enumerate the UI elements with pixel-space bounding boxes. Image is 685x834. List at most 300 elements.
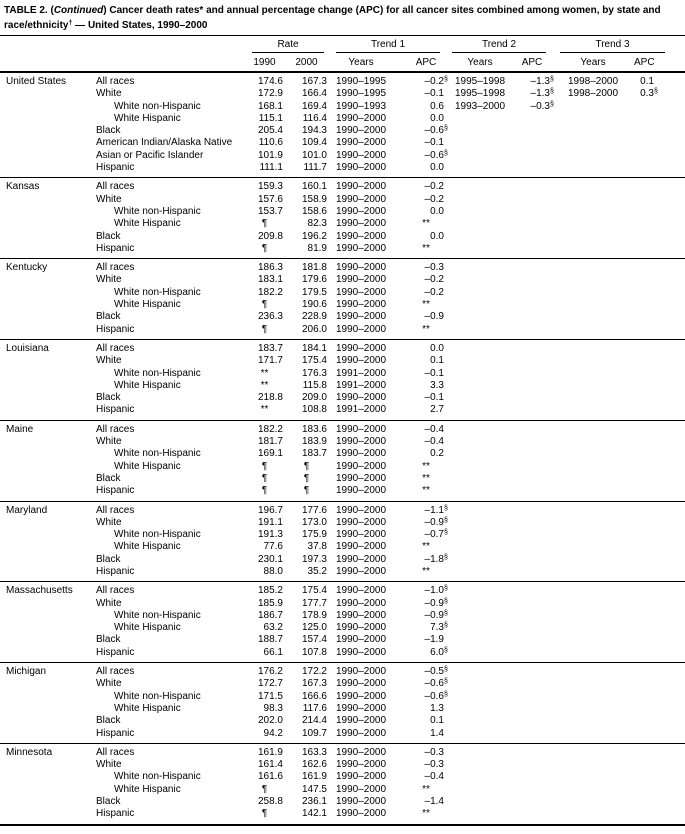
state-cell xyxy=(0,771,96,783)
table-row xyxy=(0,610,685,622)
trend2-apc-cell xyxy=(514,206,552,218)
rate-1990-cell: 218.8 xyxy=(257,392,283,404)
trend3-apc-cell xyxy=(634,404,685,420)
trend1-years-cell: 1990–2000 xyxy=(335,262,387,274)
trend3-apc-cell xyxy=(634,380,685,392)
trend2-years-cell xyxy=(446,796,514,808)
trend1-apc-cell: 0.0 xyxy=(430,230,444,242)
race-cell: White xyxy=(96,436,122,448)
column-group-rate xyxy=(246,36,330,53)
trend2-years-cell xyxy=(446,194,514,206)
trend3-years-cell xyxy=(552,274,634,286)
trend1-apc-cell: 3.3 xyxy=(430,379,444,391)
table-row xyxy=(0,274,685,286)
trend1-years-cell: 1990–2000 xyxy=(335,274,387,286)
state-cell xyxy=(0,368,96,380)
state-cell xyxy=(0,517,96,529)
state-cell xyxy=(0,101,96,113)
trend1-apc-cell: –0.9 xyxy=(424,311,444,323)
trend2-apc-cell xyxy=(514,287,552,299)
rate-2000-cell: 176.3 xyxy=(301,367,327,379)
trend1-years-cell: 1991–2000 xyxy=(330,404,408,420)
trend3-years-cell xyxy=(552,113,634,125)
trend1-years-cell: 1990–2000 xyxy=(335,286,387,298)
trend3-years-cell xyxy=(552,715,634,727)
trend3-apc-cell xyxy=(634,162,685,178)
rate-1990-cell: 171.7 xyxy=(257,355,283,367)
trend1-years-cell: 1990–2000 xyxy=(335,137,387,149)
table-row xyxy=(0,162,685,178)
trend1-apc-cell: –0.2 xyxy=(424,274,444,286)
rate-2000-cell: 116.4 xyxy=(302,112,327,124)
trend2-apc-cell xyxy=(514,678,552,690)
rate-2000-cell: 181.8 xyxy=(301,262,327,274)
trend2-apc-cell xyxy=(514,259,552,275)
trend3-years-cell xyxy=(552,582,634,598)
race-cell: Black xyxy=(96,634,121,646)
table-row xyxy=(0,178,685,194)
col-header-1990: 1990 xyxy=(246,53,286,72)
trend3-apc-cell xyxy=(634,715,685,727)
rate-2000-cell: 147.5 xyxy=(301,783,327,795)
state-cell xyxy=(0,647,96,663)
trend1-apc-cell: ** xyxy=(422,299,430,311)
rate-1990-cell: ** xyxy=(246,404,286,420)
table-row xyxy=(0,622,685,634)
trend3-years-cell xyxy=(552,380,634,392)
trend3-years-cell xyxy=(552,473,634,485)
trend1-years-cell: 1991–2000 xyxy=(335,379,387,391)
trend2-apc-cell xyxy=(514,529,552,541)
trend1-apc-cell: 0.0 xyxy=(430,112,444,124)
trend3-apc-cell xyxy=(634,150,685,162)
race-cell: Hispanic xyxy=(96,404,246,420)
trend3-apc-cell xyxy=(634,368,685,380)
trend1-years-cell: 1990–2000 xyxy=(335,342,387,354)
trend2-apc-cell xyxy=(514,501,552,517)
trend3-years-cell xyxy=(552,368,634,380)
table-row xyxy=(0,448,685,460)
state-cell xyxy=(0,715,96,727)
rate-1990-cell: 258.8 xyxy=(257,796,283,808)
col-header-trend1-apc: APC xyxy=(408,53,446,72)
trend3-years-cell xyxy=(552,355,634,367)
trend1-apc-cell: –0.6§ xyxy=(424,149,448,161)
rate-1990-cell: 77.6 xyxy=(263,541,283,553)
rate-1990-cell: 161.9 xyxy=(257,746,283,758)
race-cell: All races xyxy=(96,746,135,758)
state-cell: United States xyxy=(6,76,67,87)
trend3-years-cell xyxy=(552,259,634,275)
column-group-trend1-label: Trend 1 xyxy=(336,39,440,53)
rate-2000-cell: ¶ xyxy=(286,485,330,501)
trend2-apc-cell xyxy=(514,162,552,178)
trend1-apc-cell: 6.0§ xyxy=(408,647,446,663)
race-cell: White Hispanic xyxy=(114,541,181,553)
rate-1990-cell: 230.1 xyxy=(257,553,283,565)
trend1-apc-cell: ** xyxy=(408,243,446,259)
trend2-years-cell xyxy=(446,243,514,259)
rate-2000-cell: 158.9 xyxy=(301,193,327,205)
trend3-apc-cell xyxy=(634,101,685,113)
rate-2000-cell: 82.3 xyxy=(307,218,327,230)
trend1-years-cell: 1990–2000 xyxy=(330,324,408,340)
race-cell: Black xyxy=(96,553,121,565)
table-row xyxy=(0,380,685,392)
trend2-apc-cell xyxy=(514,485,552,501)
trend2-apc-cell xyxy=(514,368,552,380)
rate-1990-cell: 172.7 xyxy=(257,678,283,690)
trend1-apc-cell: –0.4 xyxy=(424,771,444,783)
table-row xyxy=(0,743,685,759)
trend2-years-cell: 1993–2000 xyxy=(454,100,506,112)
rate-2000-cell: 173.0 xyxy=(301,516,327,528)
trend1-apc-cell: –0.5§ xyxy=(424,666,448,678)
trend3-apc-cell xyxy=(634,436,685,448)
rate-1990-cell: 183.7 xyxy=(257,342,283,354)
trend2-apc-cell: –1.3§ xyxy=(530,88,554,100)
trend3-apc-cell xyxy=(634,178,685,194)
rate-1990-cell: 88.0 xyxy=(246,566,286,582)
trend1-apc-cell: ** xyxy=(422,541,430,553)
trend2-years-cell xyxy=(446,517,514,529)
rate-1990-cell: 209.8 xyxy=(257,230,283,242)
trend3-apc-cell xyxy=(634,678,685,690)
rate-2000-cell: 166.4 xyxy=(301,88,327,100)
state-cell: Maine xyxy=(6,423,34,435)
trend1-years-cell: 1990–2000 xyxy=(335,423,387,435)
table-row xyxy=(0,231,685,243)
rate-1990-cell: 98.3 xyxy=(263,702,283,714)
trend3-apc-cell: 0.3§ xyxy=(640,88,658,100)
trend3-apc-cell xyxy=(634,622,685,634)
trend1-years-cell: 1990–2000 xyxy=(335,771,387,783)
trend1-apc-cell: 1.3 xyxy=(430,702,444,714)
trend2-apc-cell xyxy=(514,125,552,137)
title-continued-text: Continued xyxy=(53,5,104,16)
trend3-years-cell xyxy=(552,598,634,610)
table-row xyxy=(0,404,685,420)
trend2-apc-cell xyxy=(514,808,552,824)
rate-1990-cell: 191.3 xyxy=(257,529,283,541)
trend2-years-cell: 1995–1998 xyxy=(454,76,506,87)
col-header-trend1-years: Years xyxy=(330,53,408,72)
trend1-apc-cell: –0.9§ xyxy=(424,597,448,609)
state-cell xyxy=(0,808,96,824)
rate-1990-cell: 168.1 xyxy=(257,100,283,112)
trend3-years-cell xyxy=(552,218,634,230)
trend3-apc-cell xyxy=(634,529,685,541)
state-cell xyxy=(0,137,96,149)
rate-2000-cell: 190.6 xyxy=(301,299,327,311)
rate-1990-cell: ¶ xyxy=(261,299,268,311)
rate-2000-cell: 163.3 xyxy=(301,746,327,758)
trend1-apc-cell: –1.4 xyxy=(424,796,444,808)
rate-2000-cell: 81.9 xyxy=(286,243,330,259)
trend2-years-cell xyxy=(446,541,514,553)
rate-1990-cell: 161.4 xyxy=(257,759,283,771)
table-row xyxy=(0,759,685,771)
table-row xyxy=(0,88,685,100)
table-row xyxy=(0,392,685,404)
trend2-years-cell xyxy=(446,728,514,744)
state-cell xyxy=(0,529,96,541)
rate-2000-cell: 177.6 xyxy=(301,504,327,516)
race-cell: White xyxy=(96,274,122,286)
race-cell: American Indian/Alaska Native xyxy=(96,137,233,149)
race-cell: White non-Hispanic xyxy=(114,690,201,702)
trend2-years-cell xyxy=(446,678,514,690)
table-row xyxy=(0,517,685,529)
table-row xyxy=(0,243,685,259)
trend2-apc-cell xyxy=(514,759,552,771)
trend3-years-cell xyxy=(552,691,634,703)
rate-2000-cell: 175.9 xyxy=(301,529,327,541)
trend1-years-cell: 1990–2000 xyxy=(330,808,408,824)
trend2-apc-cell xyxy=(514,311,552,323)
trend3-apc-cell xyxy=(634,311,685,323)
state-cell xyxy=(0,473,96,485)
trend3-apc-cell xyxy=(634,206,685,218)
col-header-trend2-apc: APC xyxy=(514,53,552,72)
trend2-apc-cell xyxy=(514,392,552,404)
trend1-apc-cell: –0.3 xyxy=(424,759,444,771)
trend3-years-cell xyxy=(552,808,634,824)
trend3-years-cell xyxy=(552,529,634,541)
trend2-years-cell xyxy=(446,324,514,340)
race-cell: White xyxy=(96,516,122,528)
trend2-years-cell xyxy=(446,554,514,566)
trend1-years-cell: 1990–2000 xyxy=(335,149,387,161)
trend2-apc-cell xyxy=(514,784,552,796)
trend1-years-cell: 1990–2000 xyxy=(335,690,387,702)
col-header-trend2-years: Years xyxy=(446,53,514,72)
state-cell xyxy=(0,206,96,218)
race-column-header xyxy=(96,53,246,72)
trend1-years-cell: 1990–2000 xyxy=(335,702,387,714)
title-text: TABLE 2. ( xyxy=(4,5,54,16)
state-cell xyxy=(0,299,96,311)
trend3-years-cell xyxy=(552,231,634,243)
race-cell: Hispanic xyxy=(96,566,246,582)
race-cell: White non-Hispanic xyxy=(114,609,201,621)
trend3-apc-cell xyxy=(634,339,685,355)
table-row xyxy=(0,101,685,113)
trend1-years-cell: 1990–2000 xyxy=(335,585,387,597)
trend3-apc-cell xyxy=(634,771,685,783)
table-row xyxy=(0,634,685,646)
state-cell: Kansas xyxy=(6,181,40,193)
trend1-years-cell: 1990–2000 xyxy=(335,311,387,323)
trend2-years-cell xyxy=(446,622,514,634)
column-group-trend2-label: Trend 2 xyxy=(452,39,546,53)
race-cell: All races xyxy=(96,666,135,678)
race-cell: All races xyxy=(96,262,135,274)
trend3-years-cell xyxy=(552,311,634,323)
trend2-years-cell xyxy=(446,759,514,771)
rate-2000-cell: 125.0 xyxy=(301,622,327,634)
trend1-apc-cell: ** xyxy=(422,460,430,472)
trend3-years-cell xyxy=(552,206,634,218)
rate-2000-cell: 37.8 xyxy=(307,541,327,553)
trend3-years-cell xyxy=(552,796,634,808)
trend2-apc-cell xyxy=(514,324,552,340)
trend1-years-cell: 1991–2000 xyxy=(335,367,387,379)
state-cell xyxy=(0,678,96,690)
trend3-apc-cell xyxy=(634,218,685,230)
trend3-years-cell: 1998–2000 xyxy=(567,88,619,100)
race-cell: Black xyxy=(96,125,121,137)
column-group-row xyxy=(0,36,685,53)
rate-2000-cell: 162.6 xyxy=(301,759,327,771)
trend1-apc-cell: –1.0§ xyxy=(424,585,448,597)
trend3-years-cell xyxy=(552,162,634,178)
state-cell: Louisiana xyxy=(6,342,49,354)
trend2-apc-cell xyxy=(514,355,552,367)
race-cell: Hispanic xyxy=(96,485,246,501)
trend1-apc-cell: –0.1 xyxy=(424,137,444,149)
rate-2000-cell: ¶ xyxy=(303,472,310,484)
rate-1990-cell: 159.3 xyxy=(257,181,283,193)
table-row xyxy=(0,194,685,206)
trend3-years-cell xyxy=(552,436,634,448)
trend3-apc-cell xyxy=(634,566,685,582)
trend2-years-cell xyxy=(446,420,514,436)
rate-1990-cell: 185.2 xyxy=(257,585,283,597)
trend2-apc-cell: –0.3§ xyxy=(530,100,554,112)
trend1-years-cell: 1990–2000 xyxy=(335,181,387,193)
trend1-years-cell: 1990–2000 xyxy=(335,112,387,124)
rate-1990-cell: 66.1 xyxy=(246,647,286,663)
rate-2000-cell: 206.0 xyxy=(286,324,330,340)
trend1-years-cell: 1990–2000 xyxy=(335,193,387,205)
rate-1990-cell: ** xyxy=(260,367,269,379)
rate-1990-cell: ¶ xyxy=(246,808,286,824)
trend2-apc-cell xyxy=(514,743,552,759)
rate-2000-cell: 183.6 xyxy=(301,423,327,435)
trend2-years-cell xyxy=(446,218,514,230)
trend2-apc-cell xyxy=(514,610,552,622)
trend3-apc-cell xyxy=(634,473,685,485)
trend1-years-cell: 1990–2000 xyxy=(335,205,387,217)
state-cell xyxy=(0,691,96,703)
trend2-apc-cell xyxy=(514,243,552,259)
rate-1990-cell: 169.1 xyxy=(257,448,283,460)
state-cell xyxy=(0,231,96,243)
table-row xyxy=(0,368,685,380)
trend3-years-cell xyxy=(552,448,634,460)
race-cell: White non-Hispanic xyxy=(114,529,201,541)
rate-2000-cell: 196.2 xyxy=(301,230,327,242)
trend3-years-cell xyxy=(552,485,634,501)
trend3-apc-cell xyxy=(634,448,685,460)
rate-2000-cell: 108.8 xyxy=(286,404,330,420)
state-cell xyxy=(0,311,96,323)
table-row xyxy=(0,598,685,610)
trend1-years-cell: 1990–2000 xyxy=(335,715,387,727)
trend1-years-cell: 1990–2000 xyxy=(330,162,408,178)
trend1-years-cell: 1990–2000 xyxy=(335,759,387,771)
trend2-apc-cell xyxy=(514,634,552,646)
trend2-apc-cell xyxy=(514,380,552,392)
trend3-years-cell xyxy=(552,461,634,473)
table-row xyxy=(0,436,685,448)
trend2-years-cell xyxy=(446,582,514,598)
rate-2000-cell: 107.8 xyxy=(286,647,330,663)
trend1-years-cell: 1990–2000 xyxy=(335,218,387,230)
trend3-apc-cell xyxy=(634,113,685,125)
trend1-apc-cell: ** xyxy=(422,472,430,484)
trend1-apc-cell: 0.0 xyxy=(430,342,444,354)
trend1-apc-cell: –0.6§ xyxy=(424,678,448,690)
trend2-apc-cell xyxy=(514,137,552,149)
col-header-trend3-years: Years xyxy=(552,53,634,72)
trend2-years-cell xyxy=(446,368,514,380)
trend3-years-cell xyxy=(552,663,634,679)
trend2-years-cell xyxy=(446,461,514,473)
race-cell: All races xyxy=(96,585,135,597)
trend2-apc-cell xyxy=(514,436,552,448)
rate-2000-cell: 166.6 xyxy=(301,690,327,702)
title-text: — United States, 1990–2000 xyxy=(72,20,208,31)
state-cell xyxy=(0,622,96,634)
rate-1990-cell: 202.0 xyxy=(257,715,283,727)
rate-2000-cell: 175.4 xyxy=(301,585,327,597)
table-row xyxy=(0,125,685,137)
table-row xyxy=(0,728,685,744)
trend1-apc-cell: –0.1 xyxy=(424,88,444,100)
trend2-apc-cell xyxy=(514,796,552,808)
race-cell: All races xyxy=(96,504,135,516)
rate-1990-cell: 111.1 xyxy=(246,162,286,178)
trend2-years-cell xyxy=(446,231,514,243)
table-row xyxy=(0,663,685,679)
trend1-apc-cell: –0.2 xyxy=(424,286,444,298)
trend3-apc-cell xyxy=(634,582,685,598)
trend3-years-cell xyxy=(552,634,634,646)
trend3-years-cell xyxy=(552,125,634,137)
trend1-years-cell: 1990–2000 xyxy=(335,783,387,795)
trend3-apc-cell: 0.1 xyxy=(640,76,654,87)
column-group-trend2 xyxy=(446,36,552,53)
trend1-years-cell: 1990–2000 xyxy=(335,622,387,634)
rate-1990-cell: 181.7 xyxy=(257,436,283,448)
trend2-years-cell xyxy=(446,598,514,610)
state-cell xyxy=(0,218,96,230)
table-row xyxy=(0,299,685,311)
trend2-years-cell xyxy=(446,808,514,824)
state-cell xyxy=(0,436,96,448)
state-column-header xyxy=(0,53,96,72)
rate-1990-cell: 63.2 xyxy=(263,622,283,634)
rate-2000-cell: 194.3 xyxy=(301,125,327,137)
state-cell xyxy=(0,448,96,460)
state-cell xyxy=(0,485,96,501)
trend3-apc-cell xyxy=(634,299,685,311)
state-cell xyxy=(0,243,96,259)
rate-1990-cell: 157.6 xyxy=(257,193,283,205)
trend2-years-cell xyxy=(446,715,514,727)
rate-1990-cell: 191.1 xyxy=(257,516,283,528)
trend3-years-cell xyxy=(552,647,634,663)
rate-1990-cell: ¶ xyxy=(261,218,268,230)
trend2-apc-cell: –1.3§ xyxy=(530,76,554,87)
trend2-apc-cell xyxy=(514,647,552,663)
trend2-apc-cell xyxy=(514,771,552,783)
trend1-apc-cell: –0.6§ xyxy=(424,125,448,137)
rate-1990-cell: 186.7 xyxy=(257,609,283,621)
trend2-years-cell xyxy=(446,743,514,759)
